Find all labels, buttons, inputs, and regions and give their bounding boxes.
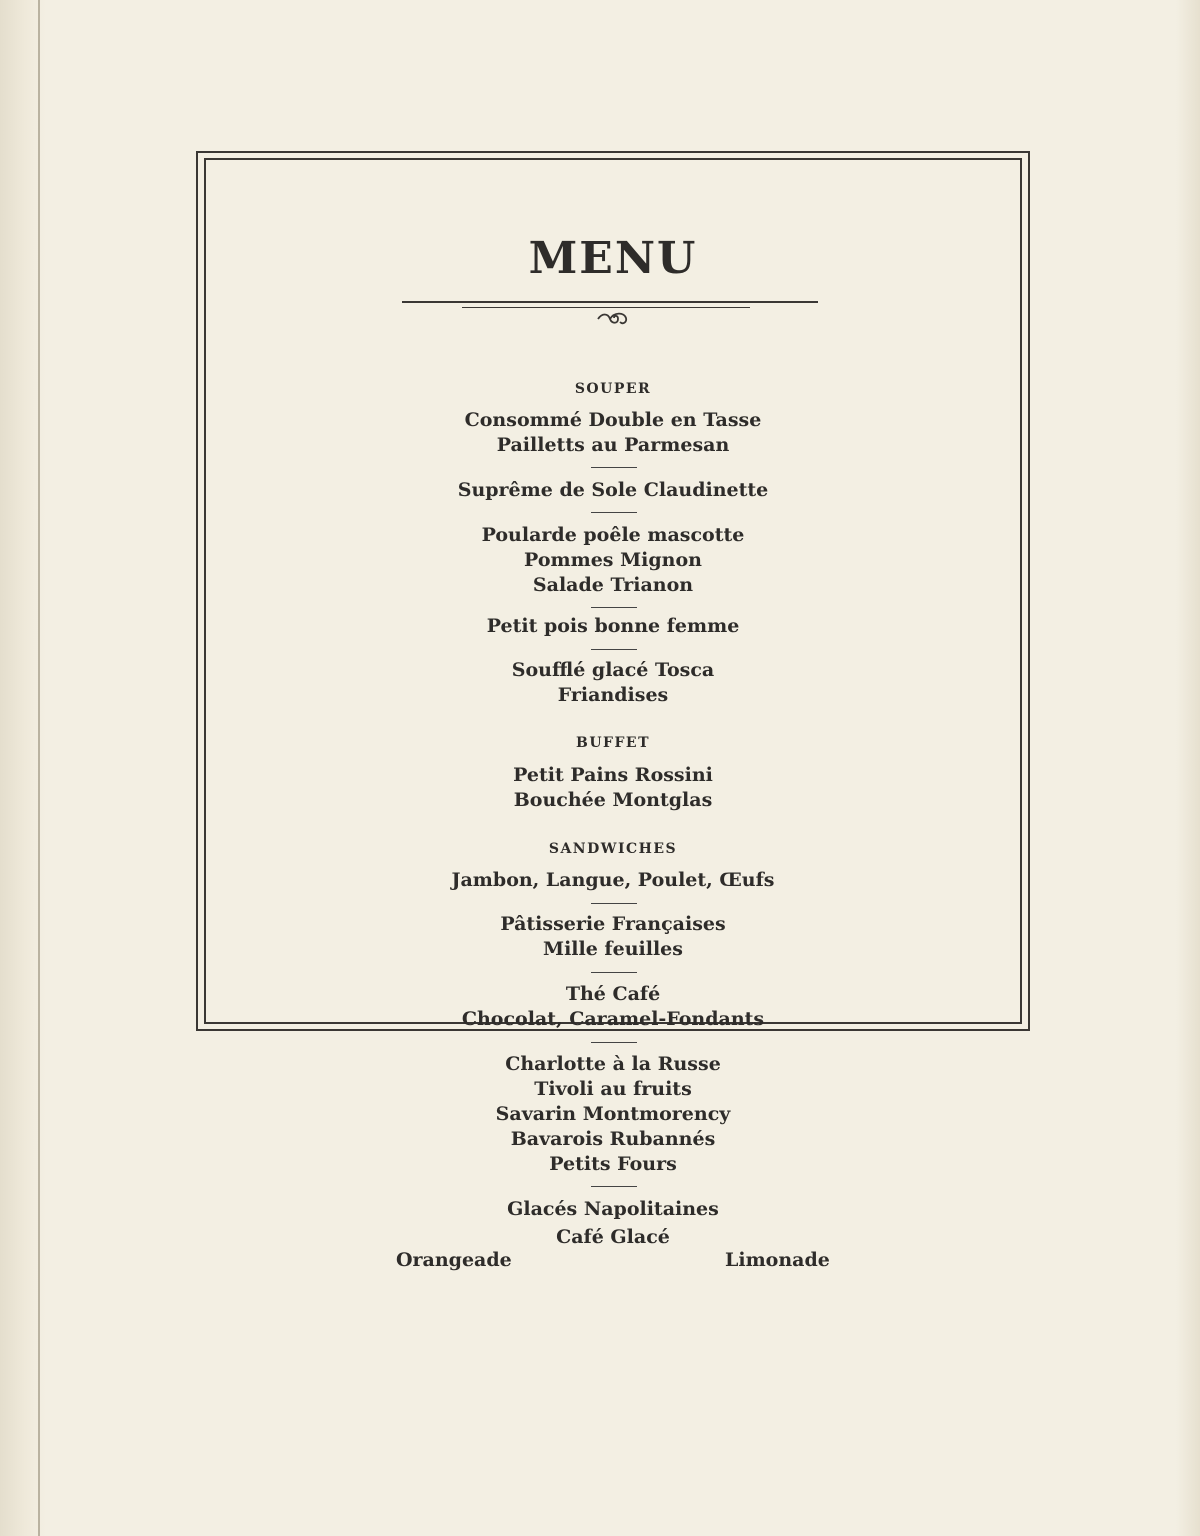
section-heading-sandwiches: SANDWICHES: [548, 841, 678, 857]
flourish-ornament-icon: [596, 310, 630, 328]
menu-item: Café Glacé: [556, 1226, 670, 1248]
menu-title: MENU: [528, 233, 698, 284]
course-separator: [591, 467, 637, 468]
course-separator: [591, 1186, 637, 1187]
menu-item: Pâtisserie Françaises: [500, 913, 726, 935]
section-heading-souper: SOUPER: [574, 381, 652, 397]
menu-item: Suprême de Sole Claudinette: [457, 479, 769, 501]
menu-item: Pailletts au Parmesan: [496, 434, 730, 456]
menu-item: Savarin Montmorency: [495, 1103, 731, 1125]
title-rule-top: [402, 301, 818, 303]
course-separator: [591, 903, 637, 904]
menu-item: Pommes Mignon: [524, 549, 702, 571]
course-separator: [591, 607, 637, 608]
menu-item: Bavarois Rubannés: [510, 1128, 716, 1150]
drink-limonade: Limonade: [725, 1249, 830, 1271]
menu-card: [206, 160, 1020, 1271]
menu-item: Friandises: [557, 684, 669, 706]
menu-item: Salade Trianon: [532, 574, 694, 596]
course-separator: [591, 649, 637, 650]
course-separator: [591, 972, 637, 973]
menu-item: Jambon, Langue, Poulet, Œufs: [451, 869, 775, 891]
menu-item: Petit Pains Rossini: [513, 764, 713, 786]
menu-item: Bouchée Montglas: [513, 789, 713, 811]
menu-item: Mille feuilles: [543, 938, 683, 960]
drink-orangeade: Orangeade: [396, 1249, 512, 1271]
menu-item: Petit pois bonne femme: [486, 615, 740, 637]
menu-item: Thé Café: [565, 983, 661, 1005]
menu-item: Poularde poêle mascotte: [481, 524, 745, 546]
course-separator: [591, 512, 637, 513]
title-rule-bottom: [462, 307, 750, 308]
page-right-edge: [1176, 0, 1200, 1536]
menu-item: Glacés Napolitaines: [507, 1198, 719, 1220]
menu-item: Tivoli au fruits: [534, 1078, 692, 1100]
menu-item: Consommé Double en Tasse: [464, 409, 762, 431]
menu-item: Charlotte à la Russe: [505, 1053, 721, 1075]
menu-item: Petits Fours: [549, 1153, 677, 1175]
menu-item: Chocolat, Caramel-Fondants: [461, 1008, 765, 1030]
section-heading-buffet: BUFFET: [575, 735, 650, 751]
binding-spine: [38, 0, 40, 1536]
course-separator: [591, 1042, 637, 1043]
menu-item: Soufflé glacé Tosca: [511, 659, 715, 681]
